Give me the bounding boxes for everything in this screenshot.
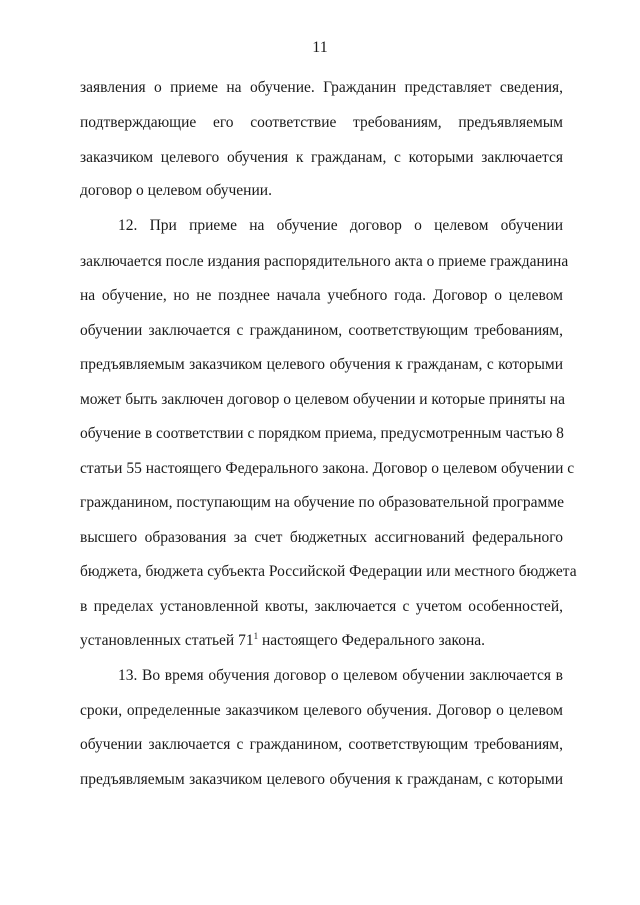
text-line: сроки, определенные заказчиком целевого обучения. Договор о целевом <box>80 702 563 719</box>
text-line: договор о целевом обучении. <box>80 182 272 199</box>
text-line: 12. При приеме на обучение договор о целевом обучении <box>118 217 563 234</box>
text-line: бюджета, бюджета субъекта Российской Федерации или местного бюджета <box>80 563 577 580</box>
text-line: предъявляемым заказчиком целевого обучения к гражданам, с которыми <box>80 356 563 373</box>
text-line: высшего образования за счет бюджетных ассигнований федерального <box>80 529 563 546</box>
text-line: статьи 55 настоящего Федерального закона. Договор о целевом обучении с <box>80 460 575 477</box>
page-number: 11 <box>312 39 328 56</box>
text-segment: настоящего Федерального закона. <box>258 632 486 649</box>
text-line: обучение в соответствии с порядком приема, предусмотренным частью 8 <box>80 425 564 442</box>
text-line: обучении заключается с гражданином, соответствующим требованиям, <box>80 736 563 753</box>
text-line: заказчиком целевого обучения к гражданам, с которыми заключается <box>80 149 563 166</box>
text-line: может быть заключен договор о целевом обучении и которые приняты на <box>80 391 565 408</box>
text-line: предъявляемым заказчиком целевого обучения к гражданам, с которыми <box>80 771 563 788</box>
text-line: 13. Во время обучения договор о целевом обучении заключается в <box>118 667 563 684</box>
superscript-footnote: 1 <box>253 631 259 641</box>
text-line: на обучение, но не позднее начала учебного года. Договор о целевом <box>80 287 563 304</box>
text-line: обучении заключается с гражданином, соответствующим требованиям, <box>80 322 563 339</box>
text-line <box>80 631 563 651</box>
text-line: заявления о приеме на обучение. Гражданин представляет сведения, <box>80 79 563 96</box>
text-segment: установленных статьей 71 <box>80 632 254 649</box>
text-line: в пределах установленной квоты, заключается с учетом особенностей, <box>80 598 563 615</box>
text-line: подтверждающие его соответствие требованиям, предъявляемым <box>80 114 563 131</box>
text-line: заключается после издания распорядительного акта о приеме гражданина <box>80 253 569 270</box>
text-line: гражданином, поступающим на обучение по образовательной программе <box>80 494 565 511</box>
